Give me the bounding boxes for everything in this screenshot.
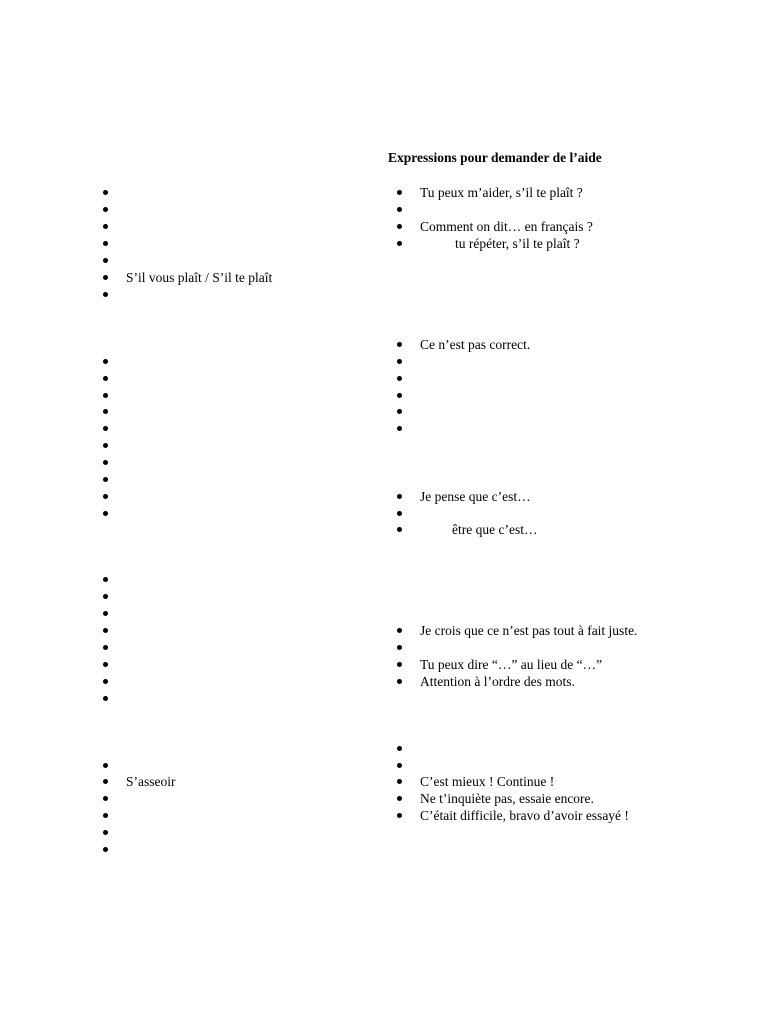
bullet-icon [397,679,402,684]
bullet-icon [397,241,402,246]
bullet-icon [103,577,108,582]
bullet-icon [397,376,402,381]
bullet-icon [103,376,108,381]
bullet-icon [397,426,402,431]
bullet-icon [103,224,108,229]
bullet-icon [103,207,108,212]
bullet-icon [103,594,108,599]
bullet-icon [103,460,108,465]
bullet-icon [397,342,402,347]
bullet-icon [103,409,108,414]
bullet-icon [103,359,108,364]
bullet-icon [397,494,402,499]
bullet-icon [103,511,108,516]
bullet-icon [103,190,108,195]
bullet-icon [397,796,402,801]
bullet-icon [103,628,108,633]
bullet-icon [103,275,108,280]
bullet-icon [103,241,108,246]
bullet-icon [103,662,108,667]
bullet-icon [103,779,108,784]
bullet-icon [103,258,108,263]
bullet-icon [103,696,108,701]
bullet-icon [103,477,108,482]
bullet-icon [397,190,402,195]
bullet-icon [397,813,402,818]
bullet-icon [397,409,402,414]
bullet-icon [103,645,108,650]
bullet-icon [103,443,108,448]
bullet-icon [397,645,402,650]
bullet-icon [103,611,108,616]
bullet-icon [103,763,108,768]
bullet-icon [103,426,108,431]
page-title: Expressions pour demander de l’aide [388,150,602,165]
bullet-icon [397,224,402,229]
bullet-icon [397,393,402,398]
bullet-icon [103,796,108,801]
bullet-icon [397,511,402,516]
bullet-icon [103,393,108,398]
bullet-icon [103,847,108,852]
bullet-icon [397,779,402,784]
bullet-icon [103,292,108,297]
bullet-icon [397,662,402,667]
bullet-icon [397,763,402,768]
bullet-icon [103,494,108,499]
bullet-icon [397,746,402,751]
bullet-icon [103,830,108,835]
bullet-icon [103,813,108,818]
bullet-icon [397,527,402,532]
bullet-icon [397,359,402,364]
bullet-icon [397,628,402,633]
bullet-icon [397,207,402,212]
bullet-icon [103,679,108,684]
